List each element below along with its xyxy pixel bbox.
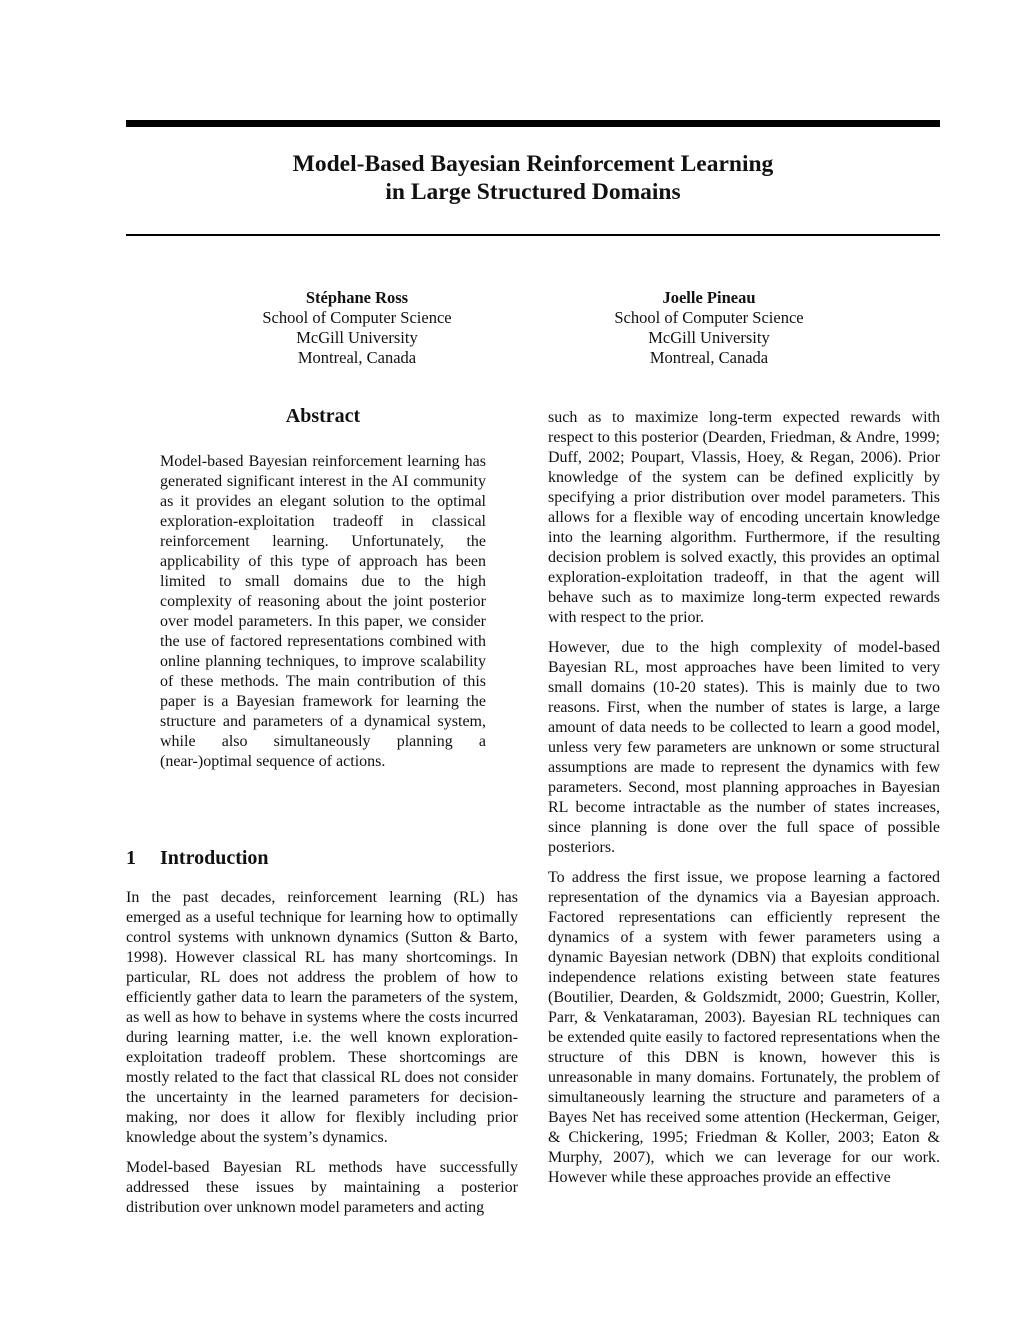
- author-department: School of Computer Science: [262, 308, 452, 327]
- left-column-body: [126, 888, 518, 1228]
- author-block-2: [549, 288, 869, 368]
- section-heading-introduction: [126, 846, 518, 870]
- paragraph: Model-based Bayesian RL methods have successfully addressed these issues by maintaining a posterior distribution over unknown model parameters and acting: [126, 1159, 518, 1216]
- author-location: Montreal, Canada: [649, 348, 769, 367]
- author-location: Montreal, Canada: [297, 348, 417, 367]
- paragraph: To address the first issue, we propose learning a factored representation of the dynamics via a Bayesian approach. Factored representations can efficiently represent the dynamics of a system with fewer parameters using a dynamic Bayesian network (DBN) that exploits conditional independence relations existing between state features (Boutilier, Dearden, & Goldszmidt, 2000; Guestrin, Koller, Parr, & Venkataraman, 2003). Bayesian RL techniques can be extended quite easily to factored representations when the structure of this DBN is known, however this is unreasonable in many domains. Fortunately, the problem of simultaneously learning the structure and parameters of a Bayes Net has received some attention (Heckerman, Geiger, & Chickering, 1995; Friedman & Koller, 2003; Eaton & Murphy, 2007), which we can leverage for our work. However while these approaches provide an effective: [548, 869, 940, 1186]
- author-department: School of Computer Science: [614, 308, 804, 327]
- top-rule: [126, 120, 940, 127]
- section-number: 1: [126, 847, 136, 869]
- author-block-1: [197, 288, 517, 368]
- author-name: Stéphane Ross: [305, 288, 409, 307]
- author-name: Joelle Pineau: [662, 288, 756, 307]
- paper-title: [126, 150, 940, 206]
- paragraph: In the past decades, reinforcement learning (RL) has emerged as a useful technique for learning how to optimally control systems with unknown dynamics (Sutton & Barto, 1998). However classical RL has many shortcomings. In particular, RL does not address the problem of how to efficiently gather data to learn the parameters of the system, as well as how to behave in systems where the costs incurred during learning matter, i.e. the well known exploration-exploitation tradeoff problem. These shortcomings are mostly related to the fact that classical RL does not consider the uncertainty in the learned parameters for decision-making, nor does it allow for flexibly including prior knowledge about the system’s dynamics.: [126, 889, 518, 1146]
- title-line-2: in Large Structured Domains: [385, 179, 681, 205]
- title-line-1: Model-Based Bayesian Reinforcement Learning: [292, 151, 774, 177]
- title-bottom-rule: [126, 234, 940, 236]
- paragraph: such as to maximize long-term expected rewards with respect to this posterior (Dearden, Friedman, & Andre, 1999; Duff, 2002; Poupart, Vlassis, Hoey, & Regan, 2006). Prior knowledge of the system can be defined explicitly by specifying a prior distribution over model parameters. This allows for a flexible way of encoding uncertain knowledge into the learning algorithm. Furthermore, if the resulting decision problem is solved exactly, this provides an optimal exploration-exploitation tradeoff, in that the agent will behave such as to maximize long-term expected rewards with respect to the prior.: [548, 409, 940, 626]
- author-university: McGill University: [648, 328, 770, 347]
- abstract-heading: Abstract: [285, 405, 361, 427]
- author-university: McGill University: [296, 328, 418, 347]
- right-column-body: [548, 408, 940, 1198]
- section-title: Introduction: [160, 847, 269, 869]
- abstract-text: Model-based Bayesian reinforcement learning has generated significant interest in the AI community as it provides an elegant solution to the optimal exploration-exploitation tradeoff in classical reinforcement learning. Unfortunately, the applicability of this type of approach has been limited to small domains due to the high complexity of reasoning about the joint posterior over model parameters. In this paper, we consider the use of factored representations combined with online planning techniques, to improve scalability of these methods. The main contribution of this paper is a Bayesian framework for learning the structure and parameters of a dynamical system, while also simultaneously planning a (near-)optimal sequence of actions.: [160, 453, 486, 770]
- paragraph: However, due to the high complexity of model-based Bayesian RL, most approaches have been limited to very small domains (10-20 states). This is mainly due to two reasons. First, when the number of states is large, a large amount of data needs to be collected to learn a good model, unless very few parameters are unknown or some structural assumptions are made to represent the dynamics with few parameters. Second, most planning approaches in Bayesian RL become intractable as the number of states increases, since planning is done over the full space of possible posteriors.: [548, 639, 940, 856]
